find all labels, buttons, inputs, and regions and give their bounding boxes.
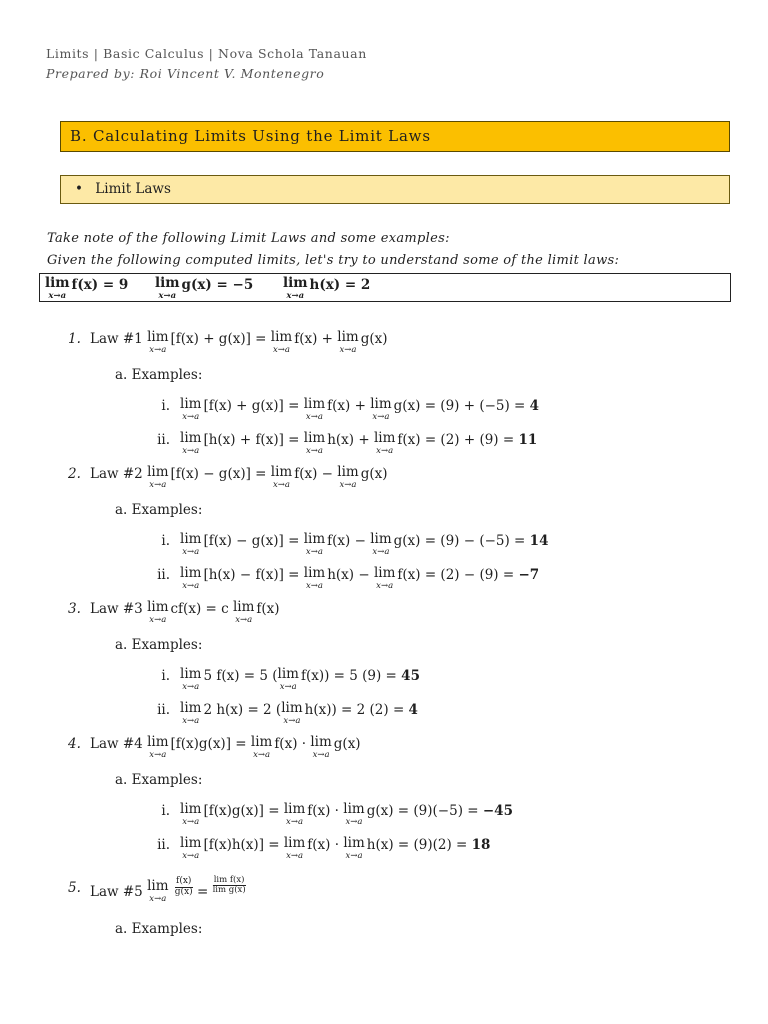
law-1-statement: Law #1 lim x→a [f(x) + g(x)] = lim x→a f(x) + lim x→a g(x) bbox=[90, 329, 388, 355]
roman-numeral: i. bbox=[161, 533, 170, 549]
roman-numeral: ii. bbox=[157, 567, 170, 583]
examples-label: a. Examples: bbox=[115, 367, 203, 383]
law-1-example-2: lim x→a [h(x) + f(x)] = lim x→a h(x) + lim x→a f(x) = (2) + (9) = 11 bbox=[180, 430, 538, 456]
law-number: 5. bbox=[68, 880, 81, 896]
subsection-heading bbox=[60, 175, 730, 204]
section-title: B. Calculating Limits Using the Limit Laws bbox=[60, 121, 730, 152]
roman-numeral: ii. bbox=[157, 837, 170, 853]
law-1-example-1: lim x→a [f(x) + g(x)] = lim x→a f(x) + lim x→a g(x) = (9) + (−5) = 4 bbox=[180, 396, 540, 422]
intro-line-1: Take note of the following Limit Laws and some examples: bbox=[47, 231, 450, 246]
law-2-example-2: lim x→a [h(x) − f(x)] = lim x→a h(x) − lim x→a f(x) = (2) − (9) = −7 bbox=[180, 565, 540, 591]
header-author: Prepared by: Roi Vincent V. Montenegro bbox=[46, 66, 325, 81]
law-4-example-2: lim x→a [f(x)h(x)] = lim x→a f(x) · lim x→a h(x) = (9)(2) = 18 bbox=[180, 835, 491, 861]
given-limit-h: lim x→a h(x) = 2 bbox=[283, 275, 371, 301]
law-4-statement: Law #4 lim x→a [f(x)g(x)] = lim x→a f(x) · lim x→a g(x) bbox=[90, 734, 361, 760]
roman-numeral: i. bbox=[161, 803, 170, 819]
bullet: • bbox=[75, 181, 83, 197]
examples-label: a. Examples: bbox=[115, 921, 203, 937]
header-course: Limits | Basic Calculus | Nova Schola Tanauan bbox=[46, 46, 367, 61]
law-number: 4. bbox=[68, 736, 81, 752]
examples-label: a. Examples: bbox=[115, 502, 203, 518]
subsection-label: Limit Laws bbox=[95, 181, 171, 197]
law-5-statement: Law #5 lim x→a $\frac{f(x)}{g(x)}$ = $\frac{\text{lim f(x)}}{\text{lim g(x)}}$ bbox=[90, 874, 246, 904]
law-4-example-1: lim x→a [f(x)g(x)] = lim x→a f(x) · lim x→a g(x) = (9)(−5) = −45 bbox=[180, 801, 513, 827]
law-3-statement: Law #3 lim x→a cf(x) = c lim x→a f(x) bbox=[90, 599, 280, 625]
given-limits-box bbox=[39, 273, 731, 302]
roman-numeral: ii. bbox=[157, 702, 170, 718]
given-limit-f: lim x→a f(x) = 9 bbox=[45, 275, 129, 301]
roman-numeral: i. bbox=[161, 398, 170, 414]
law-number: 2. bbox=[68, 466, 81, 482]
law-2-statement: Law #2 lim x→a [f(x) − g(x)] = lim x→a f(x) − lim x→a g(x) bbox=[90, 464, 388, 490]
roman-numeral: i. bbox=[161, 668, 170, 684]
law-3-example-2: lim x→a 2 h(x) = 2 ( lim x→a h(x)) = 2 (2) = 4 bbox=[180, 700, 418, 726]
law-2-example-1: lim x→a [f(x) − g(x)] = lim x→a f(x) − lim x→a g(x) = (9) − (−5) = 14 bbox=[180, 531, 549, 557]
law-number: 3. bbox=[68, 601, 81, 617]
examples-label: a. Examples: bbox=[115, 637, 203, 653]
roman-numeral: ii. bbox=[157, 432, 170, 448]
law-number: 1. bbox=[68, 331, 81, 347]
given-limit-g: lim x→a g(x) = −5 bbox=[155, 275, 254, 301]
law-3-example-1: lim x→a 5 f(x) = 5 ( lim x→a f(x)) = 5 (9) = 45 bbox=[180, 666, 420, 692]
examples-label: a. Examples: bbox=[115, 772, 203, 788]
intro-line-2: Given the following computed limits, let's try to understand some of the limit laws: bbox=[47, 253, 620, 268]
